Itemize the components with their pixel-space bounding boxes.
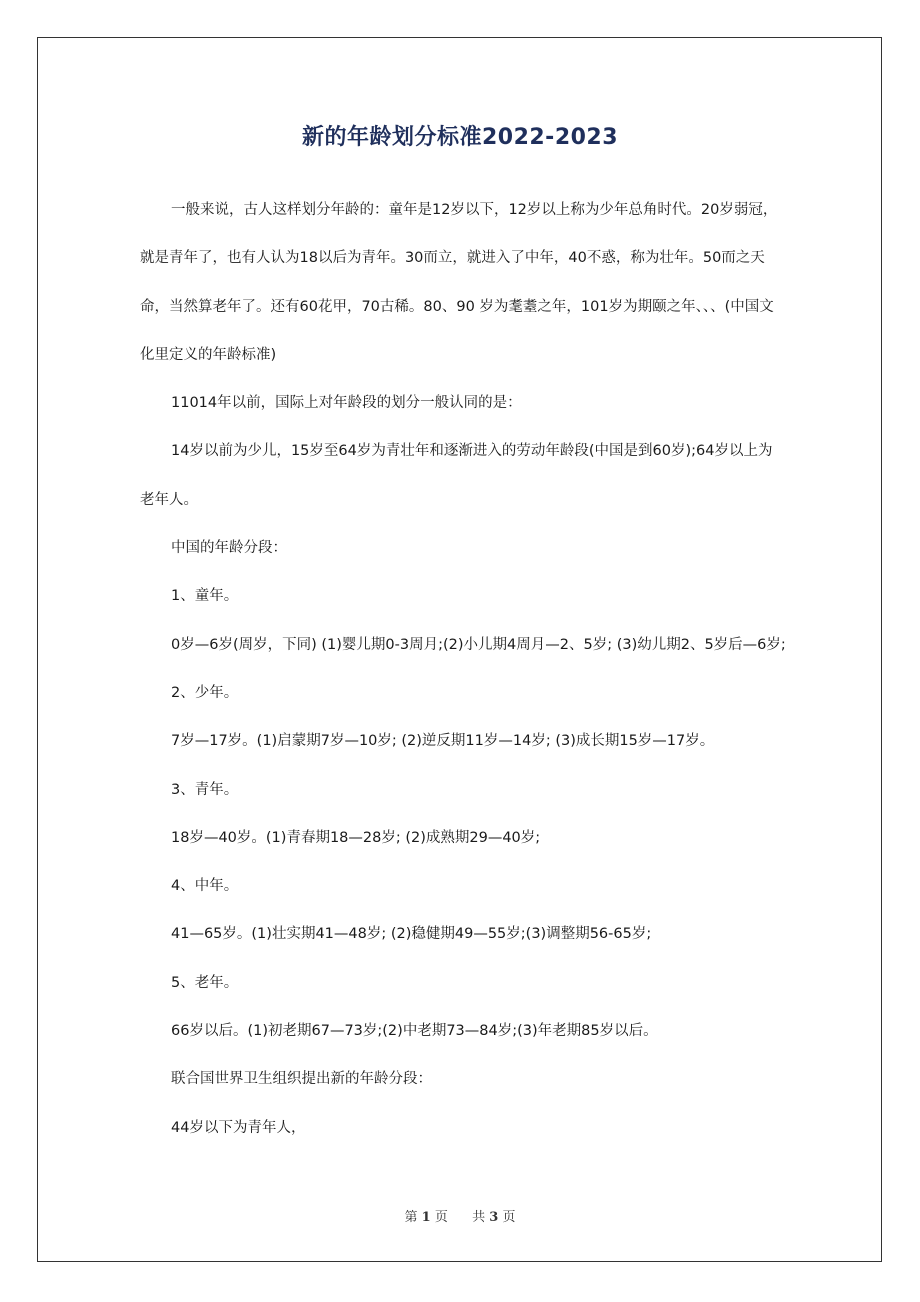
list-item-heading: 4、中年。 xyxy=(171,878,239,895)
page-current: 1 xyxy=(421,1210,431,1225)
paragraph: 18岁—40岁。(1)青春期18—28岁; (2)成熟期29—40岁; xyxy=(171,829,541,846)
paragraph: 11014年以前，国际上对年龄段的划分一般认同的是： xyxy=(171,395,522,412)
document-title: 新的年龄划分标准2022-2023 xyxy=(301,125,619,150)
page-prefix: 第 xyxy=(404,1210,418,1225)
section-heading: 中国的年龄分段： xyxy=(171,540,287,557)
document-body xyxy=(140,186,786,1152)
total-suffix: 页 xyxy=(502,1210,516,1225)
paragraph: 0岁—6岁(周岁，下同) (1)婴儿期0-3周月;(2)小儿期4周月—2、5岁; (3)幼儿期2、5岁后—6岁; xyxy=(171,636,786,653)
paragraph: 41—65岁。(1)壮实期41—48岁; (2)稳健期49—55岁;(3)调整期56-65岁; xyxy=(171,926,652,943)
paragraph: 7岁—17岁。(1)启蒙期7岁—10岁; (2)逆反期11岁—14岁; (3)成长期15岁—17岁。 xyxy=(171,733,715,750)
list-item-heading: 5、老年。 xyxy=(171,974,239,991)
paragraph: 66岁以后。(1)初老期67—73岁;(2)中老期73—84岁;(3)年老期85岁以后。 xyxy=(171,1023,658,1040)
list-item-heading: 2、少年。 xyxy=(171,684,239,701)
page-footer xyxy=(0,1206,920,1225)
list-item-heading: 1、童年。 xyxy=(171,588,239,605)
page-suffix: 页 xyxy=(434,1210,448,1225)
paragraph: 44岁以下为青年人， xyxy=(171,1119,306,1136)
section-heading: 联合国世界卫生组织提出新的年龄分段： xyxy=(171,1071,432,1088)
paragraph: 一般来说，古人这样划分年龄的：童年是12岁以下，12岁以上称为少年总角时代。20岁弱冠，就是青年了，也有人认为18以后为青年。30而立，就进入了中年，40不惑，称为壮年。50而之天命，当然算老年了。还有60花甲，70古稀。80、90 岁为耄耋之年，101岁为期颐之年、、、(中国文化里定义的年龄标准) xyxy=(140,202,778,363)
page-total: 3 xyxy=(489,1210,499,1225)
paragraph: 14岁以前为少儿，15岁至64岁为青壮年和逐渐进入的劳动年龄段(中国是到60岁);64岁以上为老年人。 xyxy=(140,443,773,508)
total-prefix: 共 xyxy=(472,1210,486,1225)
list-item-heading: 3、青年。 xyxy=(171,781,239,798)
